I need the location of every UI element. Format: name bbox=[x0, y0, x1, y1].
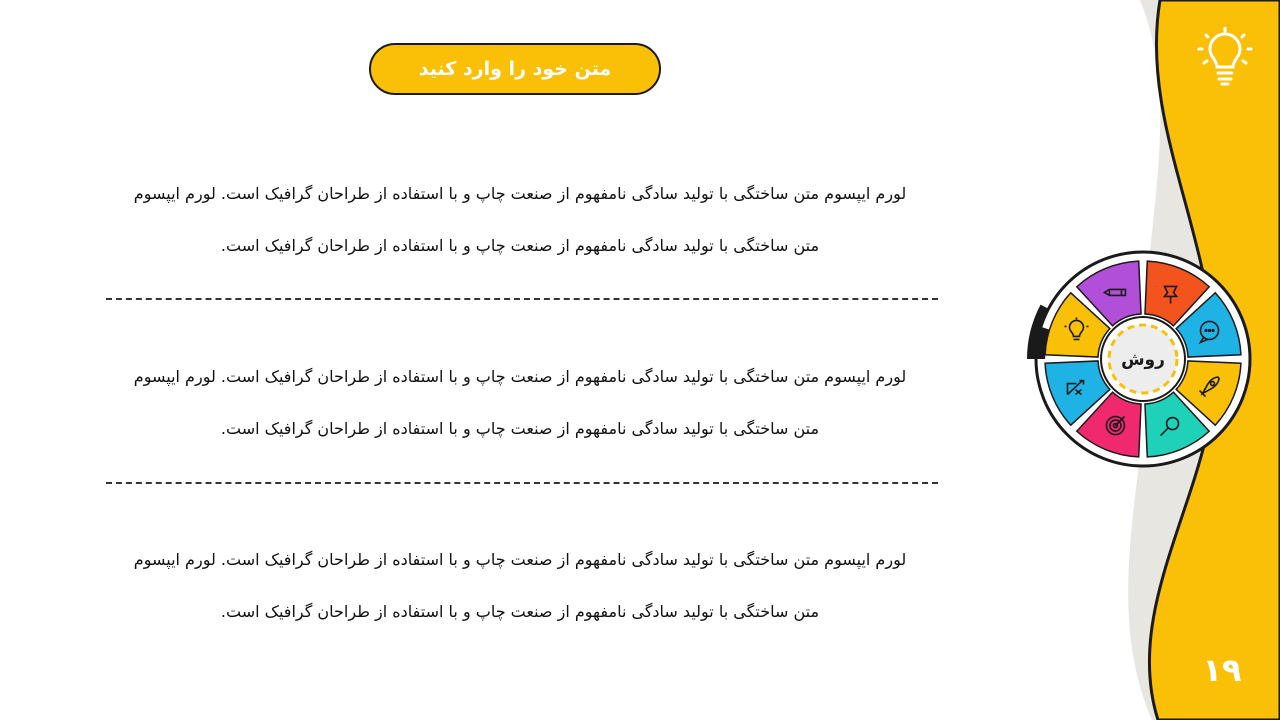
dashed-divider bbox=[106, 482, 938, 484]
paragraph-line: لورم ایپسوم متن ساختگی با تولید سادگی نامفهوم از صنعت چاپ و با استفاده از طراحان گرافیک است. لورم ایپسوم bbox=[133, 550, 907, 569]
paragraph-line: لورم ایپسوم متن ساختگی با تولید سادگی نامفهوم از صنعت چاپ و با استفاده از طراحان گرافیک است. لورم ایپسوم bbox=[133, 367, 907, 386]
paragraph-1 bbox=[90, 182, 950, 258]
paragraph-line: متن ساختگی با تولید سادگی نامفهوم از صنعت چاپ و با استفاده از طراحان گرافیک است. bbox=[220, 236, 820, 255]
title-pill bbox=[369, 43, 661, 95]
lightbulb-icon bbox=[1196, 27, 1254, 89]
dashed-divider bbox=[106, 298, 938, 300]
method-wheel bbox=[1012, 248, 1254, 470]
paragraph-2 bbox=[90, 365, 950, 441]
paragraph-line: متن ساختگی با تولید سادگی نامفهوم از صنعت چاپ و با استفاده از طراحان گرافیک است. bbox=[220, 419, 820, 438]
paragraph-line: لورم ایپسوم متن ساختگی با تولید سادگی نامفهوم از صنعت چاپ و با استفاده از طراحان گرافیک است. لورم ایپسوم bbox=[133, 184, 907, 203]
page-title: متن خود را وارد کنید bbox=[418, 58, 612, 80]
paragraph-3 bbox=[90, 548, 950, 624]
page-number: ۱۹ bbox=[1202, 651, 1242, 689]
wheel-center-label: روش bbox=[1121, 350, 1165, 370]
paragraph-line: متن ساختگی با تولید سادگی نامفهوم از صنعت چاپ و با استفاده از طراحان گرافیک است. bbox=[220, 602, 820, 621]
